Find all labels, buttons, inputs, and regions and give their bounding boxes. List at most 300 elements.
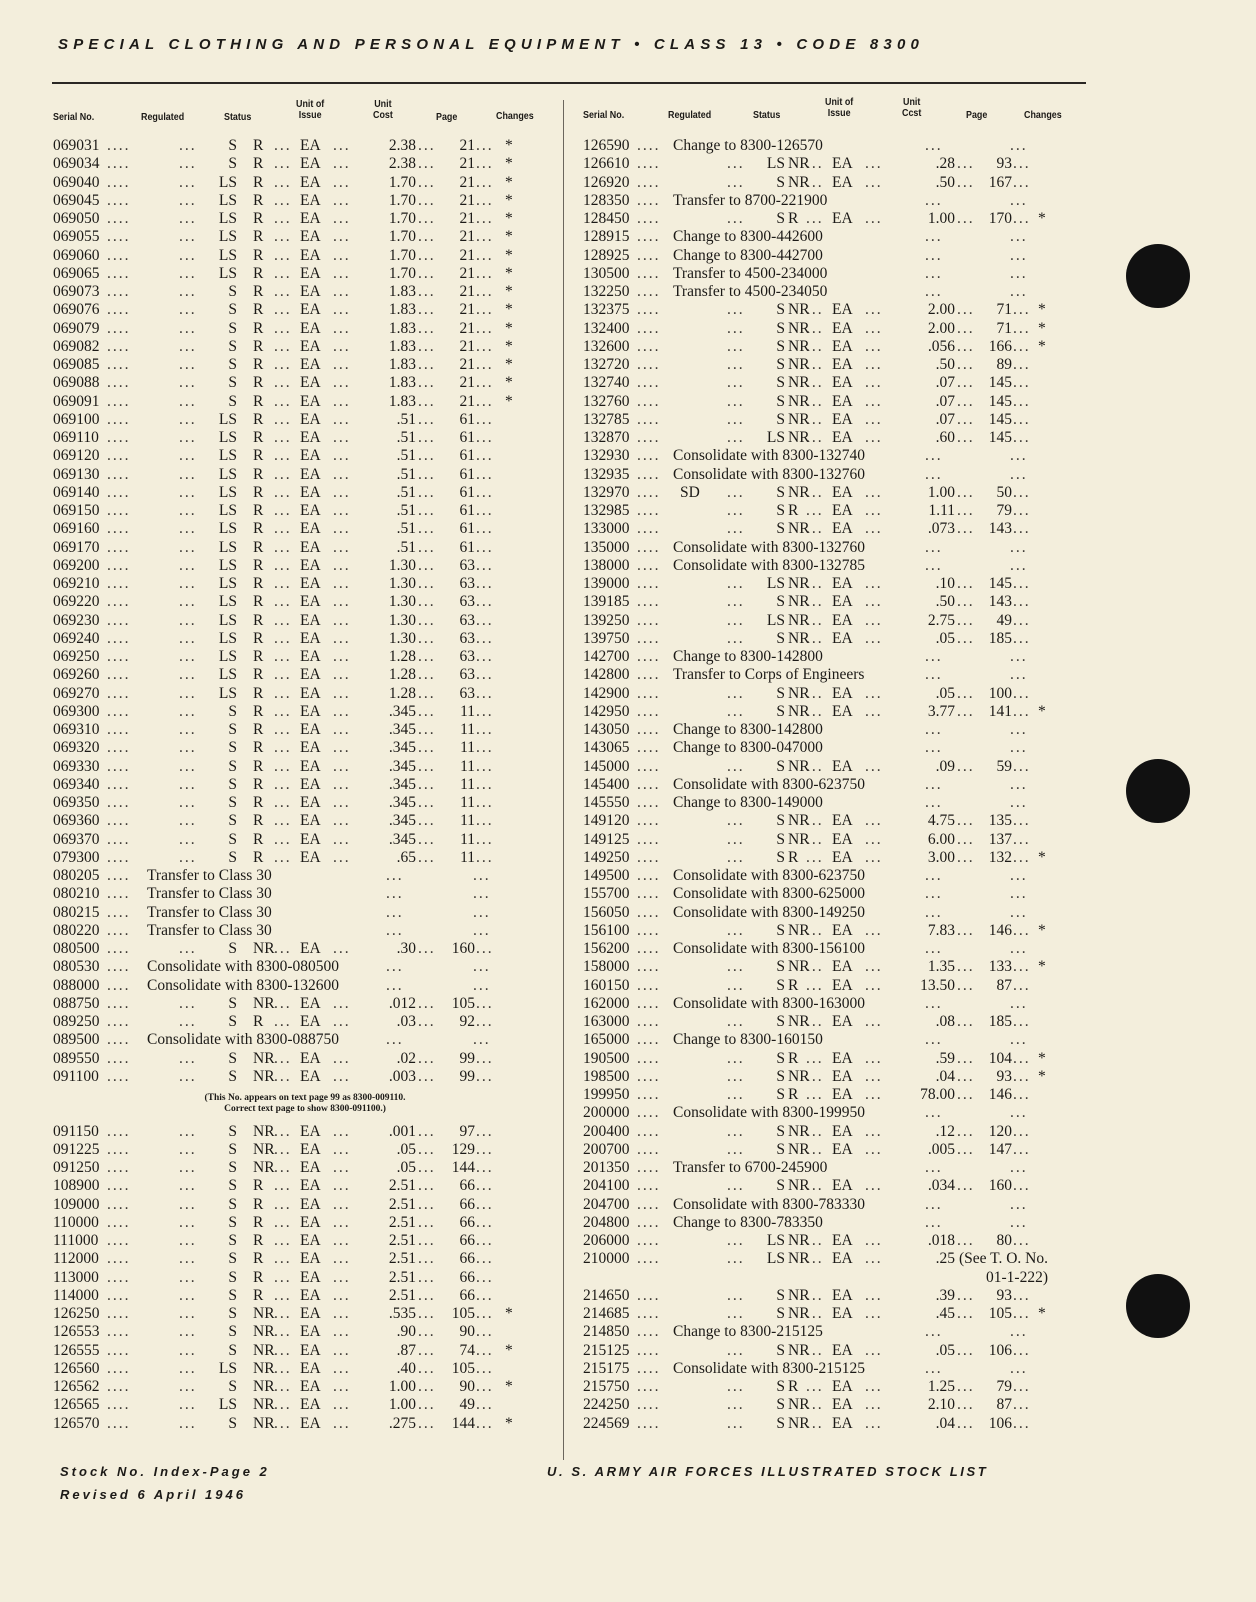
status-replacement: R xyxy=(253,173,264,191)
leader-dots: ... xyxy=(386,958,404,976)
leader-dots: ... xyxy=(727,155,745,173)
leader-dots: ... xyxy=(418,173,436,191)
leader-dots: .... xyxy=(107,429,131,446)
unit-cost: .012 xyxy=(388,994,416,1012)
leader-dots: ... xyxy=(957,593,975,611)
leader-dots: ... xyxy=(418,1049,436,1067)
status-replacement: NR xyxy=(788,356,810,373)
serial-number: 210000 xyxy=(583,1250,630,1268)
leader-dots: ... xyxy=(957,575,975,592)
status-replacement: R xyxy=(253,1268,264,1286)
unit-of-issue: EA xyxy=(300,1049,321,1067)
disposition-note: Consolidate with 8300-132785 xyxy=(673,556,866,574)
unit-of-issue: EA xyxy=(832,1378,853,1395)
status-replacement: NR xyxy=(253,1323,275,1341)
leader-dots: ... xyxy=(1013,1378,1031,1395)
status-supply: S xyxy=(228,1286,237,1304)
leader-dots: ... xyxy=(179,702,197,720)
change-marker: * xyxy=(505,283,513,300)
leader-dots: ... xyxy=(476,502,494,519)
leader-dots: ... xyxy=(865,392,883,410)
status-replacement: NR xyxy=(788,1250,810,1268)
leader-dots: .... xyxy=(107,483,131,501)
unit-cost: 2.00 xyxy=(927,319,955,337)
unit-of-issue: EA xyxy=(832,1341,853,1359)
unit-of-issue: EA xyxy=(832,812,853,830)
status-replacement: R xyxy=(253,374,264,392)
unit-of-issue: EA xyxy=(832,1122,853,1140)
leader-dots: ... xyxy=(418,246,436,264)
leader-dots: ... xyxy=(865,1378,883,1395)
serial-number: 069370 xyxy=(53,830,100,848)
leader-dots: ... xyxy=(1010,556,1028,574)
leader-dots: .... xyxy=(637,575,661,592)
leader-dots: ... xyxy=(727,1414,745,1432)
leader-dots: ... xyxy=(418,1122,436,1140)
leader-dots: ... xyxy=(418,721,436,738)
header-rule xyxy=(52,82,1086,84)
leader-dots: ... xyxy=(925,228,943,246)
serial-number: 069230 xyxy=(53,611,100,629)
unit-of-issue: EA xyxy=(832,1049,853,1067)
leader-dots: ... xyxy=(806,702,824,720)
unit-cost: 6.00 xyxy=(927,830,955,848)
serial-number: 080215 xyxy=(53,903,100,921)
unit-cost: .345 xyxy=(388,739,416,757)
serial-number: 126920 xyxy=(583,173,630,191)
status-replacement: NR xyxy=(253,1159,275,1176)
disposition-note: Consolidate with 8300-132740 xyxy=(673,447,866,465)
leader-dots: .... xyxy=(637,210,661,227)
leader-dots: ... xyxy=(957,830,975,848)
disposition-note: Consolidate with 8300-132760 xyxy=(673,465,866,483)
unit-cost: .50 xyxy=(935,356,955,373)
leader-dots: ... xyxy=(333,648,351,665)
status-supply: S xyxy=(228,702,237,720)
serial-number: 109000 xyxy=(53,1195,100,1213)
unit-cost: .345 xyxy=(388,757,416,775)
leader-dots: ... xyxy=(727,1122,745,1140)
leader-dots: ... xyxy=(865,702,883,720)
leader-dots: ... xyxy=(179,1159,197,1176)
leader-dots: ... xyxy=(333,392,351,410)
leader-dots: ... xyxy=(179,1414,197,1432)
unit-cost: 78.00 xyxy=(920,1086,955,1103)
leader-dots: ... xyxy=(274,1195,292,1213)
leader-dots: ... xyxy=(418,1323,436,1341)
leader-dots: ... xyxy=(865,1067,883,1085)
unit-of-issue: EA xyxy=(300,483,321,501)
header-page: Page xyxy=(436,111,458,123)
serial-number: 156200 xyxy=(583,940,630,957)
status-replacement: R xyxy=(253,702,264,720)
status-supply: LS xyxy=(218,1396,237,1414)
page-number: 145 xyxy=(988,374,1012,392)
leader-dots: ... xyxy=(418,1359,436,1377)
unit-of-issue: EA xyxy=(300,666,321,684)
leader-dots: ... xyxy=(333,1286,351,1304)
page-number: 160 xyxy=(988,1177,1012,1195)
leader-dots: ... xyxy=(1010,447,1028,465)
leader-dots: ... xyxy=(333,757,351,775)
unit-of-issue: EA xyxy=(832,575,853,592)
page-number: 137 xyxy=(988,830,1012,848)
leader-dots: ... xyxy=(179,812,197,830)
leader-dots: ... xyxy=(865,830,883,848)
leader-dots: ... xyxy=(333,575,351,592)
leader-dots: ... xyxy=(473,1031,491,1049)
serial-number: 132720 xyxy=(583,356,630,373)
leader-dots: ... xyxy=(274,1250,292,1268)
change-marker: * xyxy=(505,1305,513,1322)
leader-dots: ... xyxy=(274,520,292,538)
leader-dots: ... xyxy=(179,848,197,866)
leader-dots: .... xyxy=(637,447,661,465)
leader-dots: .... xyxy=(107,520,131,538)
unit-cost: .07 xyxy=(935,374,955,392)
status-replacement: NR xyxy=(788,757,810,775)
page-number: 185 xyxy=(988,629,1012,647)
serial-number: 069300 xyxy=(53,702,100,720)
status-replacement: R xyxy=(253,538,264,556)
serial-number: 128915 xyxy=(583,228,630,246)
leader-dots: ... xyxy=(957,210,975,227)
page-number: 49 xyxy=(459,1396,475,1414)
status-replacement: R xyxy=(253,264,264,282)
unit-of-issue: EA xyxy=(832,684,853,702)
leader-dots: ... xyxy=(1013,520,1031,538)
leader-dots: ... xyxy=(179,775,197,793)
status-replacement: R xyxy=(253,721,264,738)
leader-dots: ... xyxy=(274,1159,292,1176)
unit-of-issue: EA xyxy=(832,1067,853,1085)
unit-of-issue: EA xyxy=(300,374,321,392)
leader-dots: ... xyxy=(179,611,197,629)
status-supply: S xyxy=(776,684,785,702)
leader-dots: ... xyxy=(179,137,197,154)
page-number: 11 xyxy=(460,739,475,757)
leader-dots: ... xyxy=(1013,1341,1031,1359)
leader-dots: ... xyxy=(274,374,292,392)
leader-dots: ... xyxy=(476,337,494,355)
leader-dots: ... xyxy=(1010,264,1028,282)
status-supply: S xyxy=(776,848,785,866)
leader-dots: ... xyxy=(925,447,943,465)
unit-of-issue: EA xyxy=(300,739,321,757)
page-number: 143 xyxy=(988,593,1012,611)
leader-dots: .... xyxy=(107,739,131,757)
leader-dots: ... xyxy=(179,830,197,848)
leader-dots: ... xyxy=(925,1104,943,1122)
remark: (See T. O. No. xyxy=(959,1250,1048,1268)
serial-number: 135000 xyxy=(583,538,630,556)
leader-dots: ... xyxy=(957,1396,975,1414)
leader-dots: ... xyxy=(476,374,494,392)
leader-dots: .... xyxy=(637,593,661,611)
unit-of-issue: EA xyxy=(300,1159,321,1176)
leader-dots: .... xyxy=(107,447,131,465)
leader-dots: ... xyxy=(473,921,491,939)
footer-page-ref: Stock No. Index-Page 2 xyxy=(60,1464,270,1479)
leader-dots: ... xyxy=(333,137,351,154)
status-supply: S xyxy=(776,502,785,519)
status-replacement: NR xyxy=(788,374,810,392)
unit-cost: .535 xyxy=(388,1305,416,1322)
leader-dots: ... xyxy=(727,356,745,373)
leader-dots: ... xyxy=(179,1177,197,1195)
leader-dots: .... xyxy=(107,775,131,793)
leader-dots: .... xyxy=(637,684,661,702)
unit-cost: .02 xyxy=(396,1049,416,1067)
unit-of-issue: EA xyxy=(832,611,853,629)
status-supply: S xyxy=(776,757,785,775)
leader-dots: ... xyxy=(179,1049,197,1067)
leader-dots: ... xyxy=(418,1250,436,1268)
leader-dots: ... xyxy=(274,155,292,173)
leader-dots: ... xyxy=(1010,1213,1028,1231)
unit-cost: .51 xyxy=(396,410,416,428)
status-supply: S xyxy=(228,812,237,830)
serial-number: 132930 xyxy=(583,447,630,465)
leader-dots: ... xyxy=(1013,210,1031,227)
leader-dots: ... xyxy=(274,1013,292,1030)
serial-number: 089500 xyxy=(53,1031,100,1049)
leader-dots: ... xyxy=(333,356,351,373)
serial-number: 132375 xyxy=(583,301,630,319)
status-supply: S xyxy=(776,702,785,720)
page-number: 106 xyxy=(988,1341,1012,1359)
leader-dots: ... xyxy=(274,1177,292,1195)
change-marker: * xyxy=(1038,319,1046,337)
change-marker: * xyxy=(505,337,513,355)
leader-dots: .... xyxy=(107,1286,131,1304)
status-replacement: R xyxy=(253,429,264,446)
unit-of-issue: EA xyxy=(300,757,321,775)
leader-dots: ... xyxy=(806,356,824,373)
leader-dots: ... xyxy=(333,337,351,355)
change-marker: * xyxy=(1038,958,1046,976)
status-supply: LS xyxy=(218,465,237,483)
page-number: 145 xyxy=(988,410,1012,428)
leader-dots: ... xyxy=(1010,228,1028,246)
unit-cost: 2.51 xyxy=(388,1250,416,1268)
leader-dots: ... xyxy=(274,356,292,373)
serial-number: 069240 xyxy=(53,629,100,647)
leader-dots: ... xyxy=(418,556,436,574)
serial-number: 215750 xyxy=(583,1378,630,1395)
leader-dots: .... xyxy=(637,264,661,282)
serial-number: 224250 xyxy=(583,1396,630,1414)
unit-of-issue: EA xyxy=(832,1286,853,1304)
status-supply: S xyxy=(776,1378,785,1395)
leader-dots: .... xyxy=(107,155,131,173)
leader-dots: ... xyxy=(806,921,824,939)
unit-of-issue: EA xyxy=(300,502,321,519)
page-number: 63 xyxy=(459,593,475,611)
punch-hole xyxy=(1126,244,1190,308)
serial-number: 091150 xyxy=(53,1122,99,1140)
leader-dots: ... xyxy=(806,1286,824,1304)
unit-of-issue: EA xyxy=(300,1213,321,1231)
leader-dots: ... xyxy=(1013,629,1031,647)
unit-cost: 1.30 xyxy=(388,593,416,611)
leader-dots: ... xyxy=(333,191,351,209)
unit-of-issue: EA xyxy=(832,173,853,191)
page-number: 11 xyxy=(460,721,475,738)
leader-dots: ... xyxy=(957,356,975,373)
header-unit-of-issue xyxy=(296,99,324,121)
leader-dots: ... xyxy=(925,556,943,574)
page-number: 167 xyxy=(988,173,1012,191)
leader-dots: ... xyxy=(179,721,197,738)
leader-dots: ... xyxy=(1010,283,1028,300)
status-supply: S xyxy=(228,1323,237,1341)
leader-dots: .... xyxy=(637,648,661,665)
leader-dots: ... xyxy=(333,1250,351,1268)
serial-number: 079300 xyxy=(53,848,100,866)
leader-dots: ... xyxy=(865,1140,883,1158)
leader-dots: ... xyxy=(865,210,883,227)
leader-dots: ... xyxy=(727,593,745,611)
status-supply: LS xyxy=(218,648,237,665)
header-unit-line1: Unit of xyxy=(296,98,325,110)
status-replacement: NR xyxy=(253,994,275,1012)
disposition-note: Change to 8300-142800 xyxy=(673,721,823,738)
unit-of-issue: EA xyxy=(300,538,321,556)
leader-dots: .... xyxy=(637,1031,661,1049)
leader-dots: ... xyxy=(865,1305,883,1322)
page-number: 21 xyxy=(459,246,475,264)
unit-of-issue: EA xyxy=(300,684,321,702)
leader-dots: ... xyxy=(957,976,975,994)
status-replacement: R xyxy=(253,757,264,775)
serial-number: 132970 xyxy=(583,483,630,501)
serial-number: 128450 xyxy=(583,210,630,227)
serial-number: 126562 xyxy=(53,1378,100,1395)
serial-number: 158000 xyxy=(583,958,630,976)
leader-dots: ... xyxy=(727,812,745,830)
leader-dots: ... xyxy=(925,538,943,556)
leader-dots: ... xyxy=(925,648,943,665)
leader-dots: ... xyxy=(865,976,883,994)
unit-of-issue: EA xyxy=(300,994,321,1012)
serial-number: 198500 xyxy=(583,1067,630,1085)
unit-cost: .25 xyxy=(935,1250,955,1268)
unit-cost: .345 xyxy=(388,721,416,738)
page-number: 160 xyxy=(451,940,475,957)
leader-dots: ... xyxy=(179,483,197,501)
leader-dots: ... xyxy=(865,1122,883,1140)
status-supply: S xyxy=(776,812,785,830)
leader-dots: ... xyxy=(957,301,975,319)
serial-number: 138000 xyxy=(583,556,630,574)
status-replacement: NR xyxy=(253,1341,275,1359)
leader-dots: ... xyxy=(806,502,824,519)
status-supply: LS xyxy=(766,575,785,592)
header-regulated: Regulated xyxy=(141,111,185,123)
unit-cost: .60 xyxy=(935,429,955,446)
status-replacement: NR xyxy=(788,1140,810,1158)
status-replacement: R xyxy=(253,465,264,483)
unit-of-issue: EA xyxy=(300,137,321,154)
status-supply: LS xyxy=(766,155,785,173)
serial-number: 200400 xyxy=(583,1122,630,1140)
unit-cost: .275 xyxy=(388,1414,416,1432)
serial-number: 069065 xyxy=(53,264,100,282)
disposition-note: Change to 8300-783350 xyxy=(673,1213,823,1231)
leader-dots: ... xyxy=(476,264,494,282)
leader-dots: ... xyxy=(274,210,292,227)
leader-dots: ... xyxy=(418,1213,436,1231)
unit-of-issue: EA xyxy=(300,356,321,373)
unit-of-issue: EA xyxy=(300,629,321,647)
leader-dots: .... xyxy=(107,593,131,611)
status-replacement: NR xyxy=(788,410,810,428)
leader-dots: .... xyxy=(637,246,661,264)
leader-dots: .... xyxy=(637,556,661,574)
unit-cost: .073 xyxy=(927,520,955,538)
status-replacement: NR xyxy=(788,392,810,410)
unit-of-issue: EA xyxy=(300,593,321,611)
leader-dots: .... xyxy=(107,921,131,939)
status-replacement: R xyxy=(253,1177,264,1195)
leader-dots: ... xyxy=(179,1140,197,1158)
leader-dots: ... xyxy=(957,483,975,501)
leader-dots: ... xyxy=(274,1286,292,1304)
leader-dots: ... xyxy=(865,575,883,592)
status-supply: S xyxy=(228,775,237,793)
unit-cost: .034 xyxy=(927,1177,955,1195)
unit-cost: 7.83 xyxy=(927,921,955,939)
leader-dots: ... xyxy=(957,520,975,538)
page-number: 145 xyxy=(988,575,1012,592)
header-unit-cost-right xyxy=(902,97,921,119)
status-replacement: R xyxy=(253,137,264,154)
status-supply: S xyxy=(228,392,237,410)
leader-dots: ... xyxy=(179,538,197,556)
status-replacement: R xyxy=(253,629,264,647)
leader-dots: ... xyxy=(274,1049,292,1067)
leader-dots: ... xyxy=(865,301,883,319)
page-number: 21 xyxy=(459,191,475,209)
leader-dots: ... xyxy=(806,629,824,647)
leader-dots: .... xyxy=(637,1341,661,1359)
status-supply: S xyxy=(228,301,237,319)
page-number: 61 xyxy=(459,410,475,428)
unit-of-issue: EA xyxy=(300,319,321,337)
leader-dots: ... xyxy=(727,1396,745,1414)
leader-dots: ... xyxy=(418,429,436,446)
leader-dots: ... xyxy=(418,137,436,154)
change-marker: * xyxy=(1038,1305,1046,1322)
leader-dots: ... xyxy=(727,684,745,702)
serial-number: 069060 xyxy=(53,246,100,264)
status-supply: S xyxy=(776,1305,785,1322)
unit-cost: 1.30 xyxy=(388,556,416,574)
serial-number: 156100 xyxy=(583,921,630,939)
leader-dots: .... xyxy=(637,958,661,976)
disposition-note: Consolidate with 8300-149250 xyxy=(673,903,866,921)
status-supply: S xyxy=(228,337,237,355)
status-replacement: NR xyxy=(788,575,810,592)
leader-dots: ... xyxy=(333,538,351,556)
leader-dots: ... xyxy=(418,1286,436,1304)
leader-dots: ... xyxy=(1013,1177,1031,1195)
status-replacement: NR xyxy=(788,812,810,830)
page-number: 21 xyxy=(459,337,475,355)
unit-cost: .345 xyxy=(388,794,416,811)
leader-dots: ... xyxy=(806,1013,824,1030)
